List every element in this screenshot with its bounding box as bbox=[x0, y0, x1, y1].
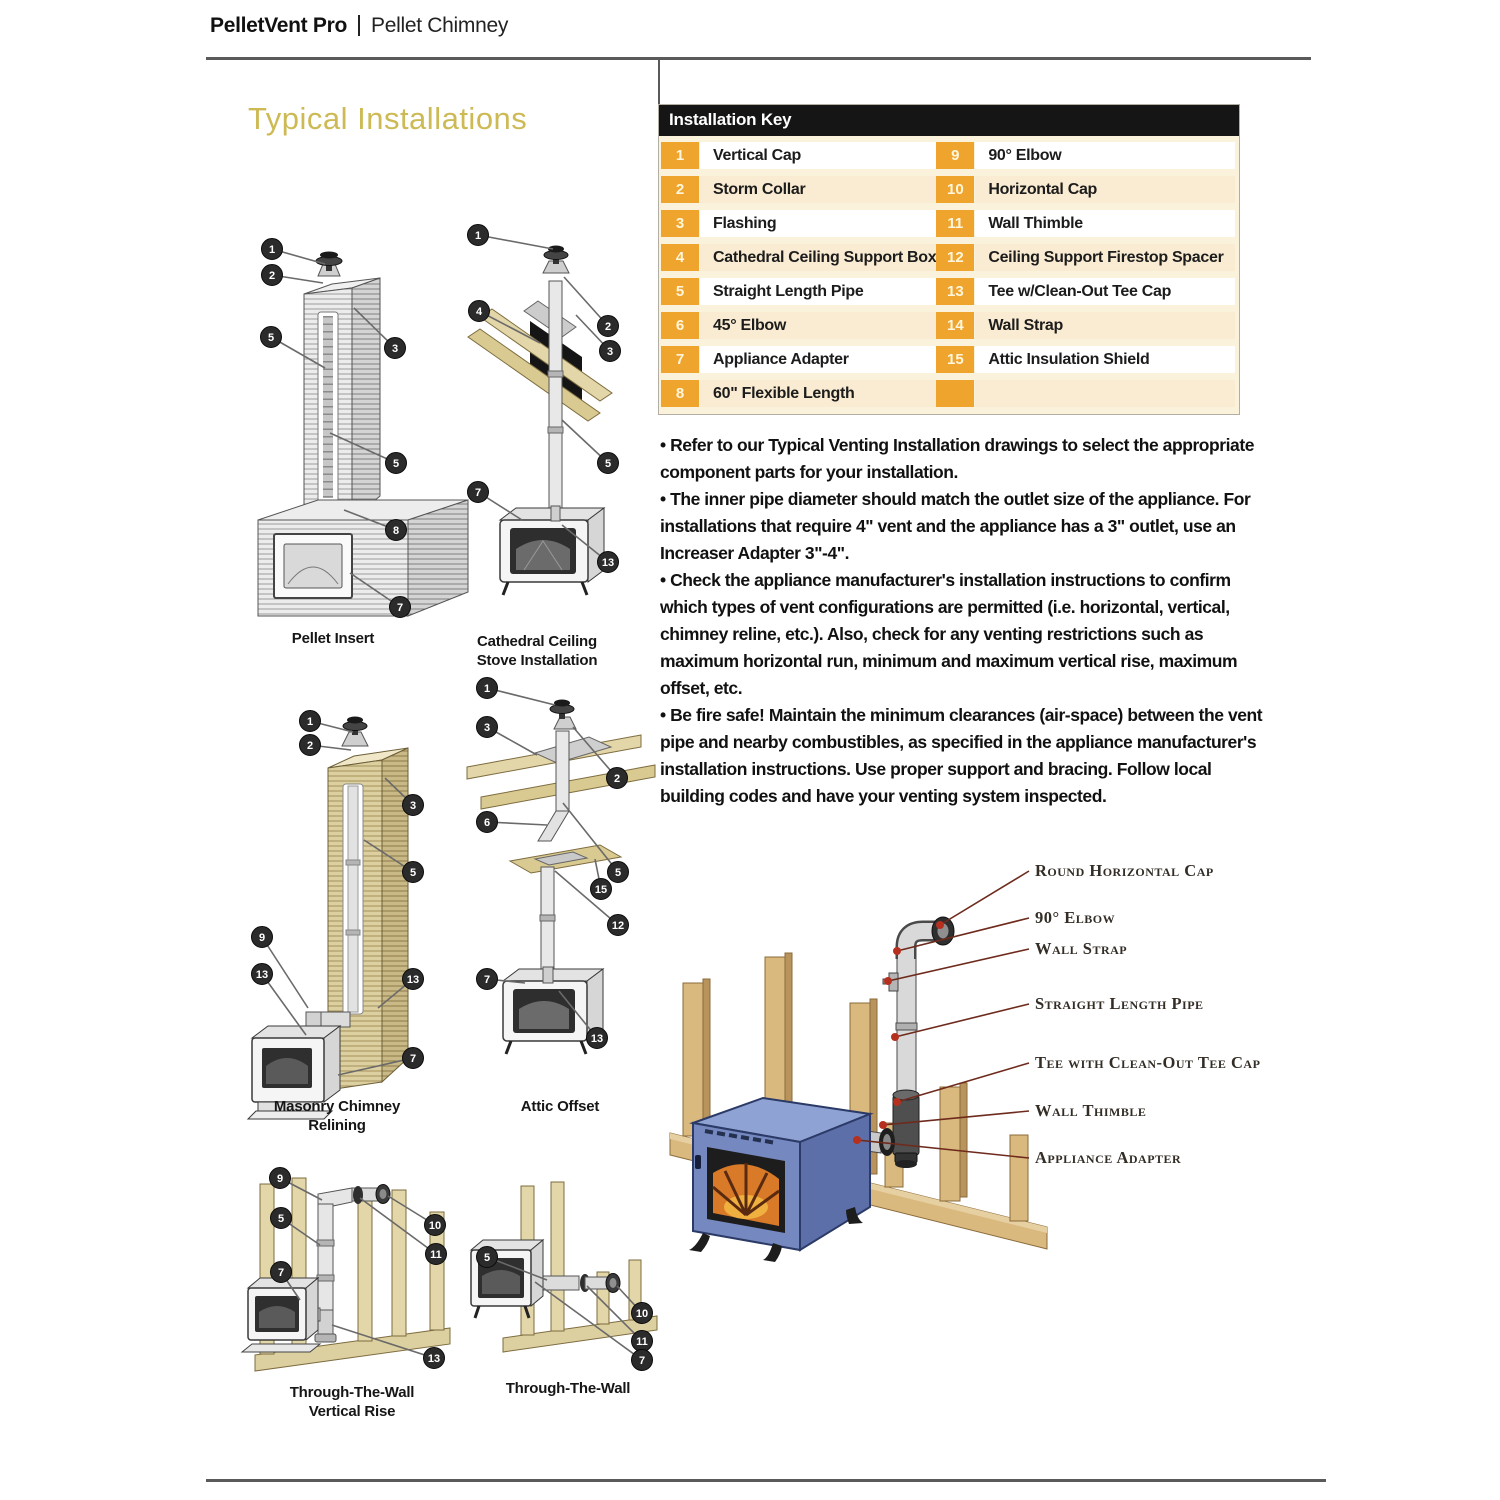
svg-text:2: 2 bbox=[268, 270, 276, 282]
callout-1 bbox=[468, 225, 554, 250]
key-row bbox=[661, 172, 936, 206]
diagram-ttw-vertical-rise bbox=[240, 1160, 470, 1380]
svg-text:5: 5 bbox=[604, 458, 612, 470]
svg-text:9: 9 bbox=[258, 932, 266, 944]
svg-text:11: 11 bbox=[430, 1249, 442, 1261]
svg-text:13: 13 bbox=[427, 1353, 441, 1365]
svg-text:7: 7 bbox=[474, 487, 482, 499]
svg-text:3: 3 bbox=[409, 800, 417, 812]
key-row bbox=[936, 342, 1235, 376]
key-label: Ceiling Support Firestop Spacer bbox=[975, 244, 1235, 271]
key-label: Cathedral Ceiling Support Box bbox=[700, 244, 936, 271]
svg-text:13: 13 bbox=[406, 974, 420, 986]
chimney bbox=[304, 278, 380, 526]
key-label: 45° Elbow bbox=[700, 312, 936, 339]
svg-text:7: 7 bbox=[483, 974, 491, 986]
installation-notes bbox=[660, 432, 1264, 810]
note-item: • Check the appliance manufacturer's installation instructions to confirm which types of vent configurations are permitted (i.e. horizontal, vertical, chimney reline, etc.). Also, check for any venting restrictions such as maximum horizontal run, minimum and maximum vertical rise, maximum offset, etc. bbox=[660, 570, 1238, 698]
caption-cathedral-ceiling: Cathedral Ceiling Stove Installation bbox=[476, 633, 598, 669]
installation-key-body bbox=[659, 136, 1239, 414]
label-appliance-adapter: Appliance Adapter bbox=[1035, 1148, 1182, 1167]
key-number-badge: 1 bbox=[661, 142, 699, 169]
key-row bbox=[661, 274, 936, 308]
key-row bbox=[936, 376, 1235, 410]
callout-2 bbox=[262, 265, 324, 286]
key-number-badge: 5 bbox=[661, 278, 699, 305]
svg-text:13: 13 bbox=[590, 1033, 604, 1045]
vertical-cap bbox=[316, 252, 342, 277]
key-row bbox=[936, 138, 1235, 172]
svg-text:2: 2 bbox=[613, 773, 621, 785]
svg-text:15: 15 bbox=[594, 884, 608, 896]
svg-text:5: 5 bbox=[409, 867, 417, 879]
brand-title: PelletVent Pro bbox=[210, 14, 348, 37]
key-row bbox=[661, 240, 936, 274]
label-straight-length-pipe: Straight Length Pipe bbox=[1035, 994, 1204, 1013]
svg-text:5: 5 bbox=[614, 867, 622, 879]
key-row bbox=[936, 240, 1235, 274]
key-label: Tee w/Clean-Out Tee Cap bbox=[975, 278, 1235, 305]
svg-text:2: 2 bbox=[306, 740, 314, 752]
installation-key-table bbox=[658, 104, 1240, 415]
key-column-right bbox=[936, 138, 1235, 410]
stove bbox=[242, 1278, 320, 1352]
svg-text:5: 5 bbox=[392, 458, 400, 470]
diagram-attic-offset bbox=[455, 675, 660, 1095]
key-label: Flashing bbox=[700, 210, 936, 237]
key-row bbox=[661, 206, 936, 240]
vertical-cap bbox=[543, 246, 569, 274]
callout-5 bbox=[563, 803, 629, 883]
svg-text:7: 7 bbox=[396, 602, 404, 614]
note-item: • Refer to our Typical Venting Installation drawings to select the appropriate component parts for your installation. bbox=[660, 435, 1255, 482]
svg-text:10: 10 bbox=[428, 1220, 442, 1232]
key-number-badge: 13 bbox=[936, 278, 974, 305]
key-number-badge: 3 bbox=[661, 210, 699, 237]
header-subtitle: Pellet Chimney bbox=[371, 14, 509, 37]
key-row bbox=[936, 274, 1235, 308]
key-number-badge: 2 bbox=[661, 176, 699, 203]
svg-text:5: 5 bbox=[277, 1213, 285, 1225]
callout-15 bbox=[591, 859, 612, 900]
pellet-stove bbox=[689, 1098, 870, 1262]
key-number-badge: 7 bbox=[661, 346, 699, 373]
label-tee-with-cleanout: Tee with Clean-Out Tee Cap bbox=[1035, 1053, 1261, 1072]
key-column-left bbox=[661, 138, 936, 410]
key-label: Wall Strap bbox=[975, 312, 1235, 339]
key-number-badge: 11 bbox=[936, 210, 974, 237]
caption-masonry-relining: Masonry Chimney Relining bbox=[273, 1098, 401, 1134]
svg-text:8: 8 bbox=[392, 525, 400, 537]
key-row bbox=[936, 206, 1235, 240]
svg-text:1: 1 bbox=[306, 716, 314, 728]
svg-text:13: 13 bbox=[255, 969, 269, 981]
caption-ttw: Through-The-Wall bbox=[505, 1380, 631, 1397]
installation-key-title: Installation Key bbox=[659, 105, 1239, 136]
label-wall-strap: Wall Strap bbox=[1035, 939, 1128, 958]
key-number-badge: 15 bbox=[936, 346, 974, 373]
callout-1 bbox=[477, 678, 556, 706]
bottom-rule bbox=[206, 1479, 1326, 1482]
caption-attic-offset: Attic Offset bbox=[520, 1098, 600, 1115]
key-row bbox=[936, 172, 1235, 206]
key-number-badge bbox=[936, 380, 974, 407]
key-number-badge: 10 bbox=[936, 176, 974, 203]
header-divider bbox=[358, 15, 360, 36]
svg-text:3: 3 bbox=[483, 722, 491, 734]
svg-text:1: 1 bbox=[483, 683, 491, 695]
svg-text:12: 12 bbox=[611, 920, 625, 932]
stove bbox=[500, 506, 604, 595]
key-number-badge: 9 bbox=[936, 142, 974, 169]
callout-1 bbox=[262, 239, 326, 265]
key-number-badge: 8 bbox=[661, 380, 699, 407]
key-number-badge: 4 bbox=[661, 244, 699, 271]
key-number-badge: 14 bbox=[936, 312, 974, 339]
key-number-badge: 6 bbox=[661, 312, 699, 339]
key-label: 60" Flexible Length bbox=[700, 380, 936, 407]
caption-ttw-vertical-rise: Through-The-Wall Vertical Rise bbox=[289, 1384, 415, 1420]
svg-text:7: 7 bbox=[638, 1355, 646, 1367]
callout-13a bbox=[252, 964, 307, 1036]
svg-text:5: 5 bbox=[483, 1252, 491, 1264]
diagram-masonry-relining bbox=[240, 690, 470, 1095]
diagram-cathedral-ceiling bbox=[450, 225, 660, 630]
key-label: Attic Insulation Shield bbox=[975, 346, 1235, 373]
key-label: Vertical Cap bbox=[700, 142, 936, 169]
svg-text:11: 11 bbox=[636, 1336, 648, 1348]
caption-pellet-insert: Pellet Insert bbox=[291, 630, 375, 647]
key-row bbox=[661, 308, 936, 342]
svg-text:5: 5 bbox=[267, 332, 275, 344]
key-label: Straight Length Pipe bbox=[700, 278, 936, 305]
key-label: Storm Collar bbox=[700, 176, 936, 203]
vertical-cap bbox=[342, 717, 368, 747]
svg-text:1: 1 bbox=[268, 244, 276, 256]
svg-text:4: 4 bbox=[475, 306, 483, 318]
key-row bbox=[661, 138, 936, 172]
key-row bbox=[661, 342, 936, 376]
page-header bbox=[210, 14, 508, 38]
svg-text:2: 2 bbox=[604, 321, 612, 333]
svg-text:10: 10 bbox=[635, 1308, 649, 1320]
label-wall-thimble: Wall Thimble bbox=[1035, 1101, 1147, 1120]
label-round-horizontal-cap: Round Horizontal Cap bbox=[1035, 861, 1214, 880]
horizontal-install-illustration bbox=[645, 855, 1305, 1275]
svg-text:3: 3 bbox=[391, 343, 399, 355]
key-label: Horizontal Cap bbox=[975, 176, 1235, 203]
key-label: Appliance Adapter bbox=[700, 346, 936, 373]
callout-7 bbox=[468, 482, 523, 521]
key-label: Wall Thimble bbox=[975, 210, 1235, 237]
svg-text:7: 7 bbox=[409, 1053, 417, 1065]
svg-text:7: 7 bbox=[277, 1267, 285, 1279]
key-label bbox=[975, 380, 1235, 407]
page-title: Typical Installations bbox=[248, 101, 528, 136]
note-item: • The inner pipe diameter should match the outlet size of the appliance. For installations that require 4" vent and the appliance has a 3" outlet, use an Increaser Adapter 3"-4". bbox=[660, 489, 1251, 563]
callout-3 bbox=[477, 717, 538, 756]
illustration-labels bbox=[1035, 861, 1260, 1167]
svg-text:3: 3 bbox=[606, 346, 614, 358]
svg-text:6: 6 bbox=[483, 817, 491, 829]
key-row bbox=[936, 308, 1235, 342]
top-rule bbox=[206, 57, 1311, 60]
callout-6 bbox=[477, 812, 548, 833]
vent-pipe bbox=[548, 281, 563, 515]
key-label: 90° Elbow bbox=[975, 142, 1235, 169]
svg-text:13: 13 bbox=[601, 557, 615, 569]
svg-text:1: 1 bbox=[474, 230, 482, 242]
label-90-elbow: 90° Elbow bbox=[1035, 908, 1116, 927]
column-divider bbox=[658, 57, 660, 104]
key-row bbox=[661, 376, 936, 410]
note-item: • Be fire safe! Maintain the minimum clearances (air-space) between the vent pipe and nearby combustibles, as specified in the appliance manufacturer's installation instructions. Use proper support and bracing. Follow local building codes and have your venting system inspected. bbox=[660, 705, 1263, 806]
svg-text:9: 9 bbox=[276, 1173, 284, 1185]
key-number-badge: 12 bbox=[936, 244, 974, 271]
diagram-ttw bbox=[465, 1180, 665, 1378]
callout-5 bbox=[562, 420, 619, 474]
